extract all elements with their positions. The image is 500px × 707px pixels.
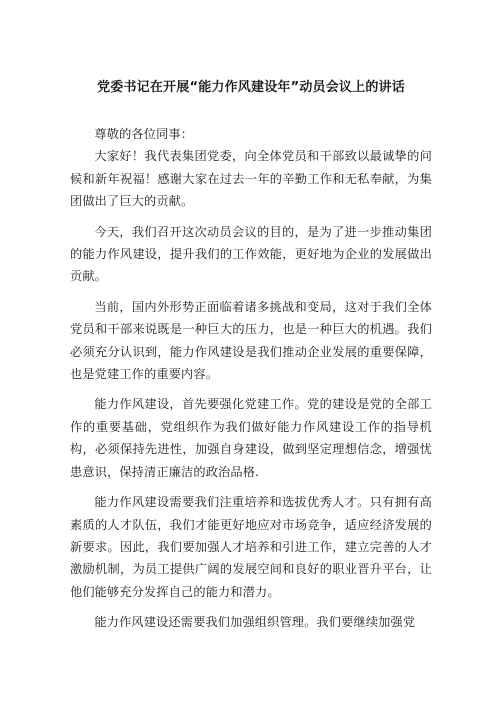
greeting-line: 尊敬的各位同事： xyxy=(94,127,194,141)
paragraph-3: 当前，国内外形势正面临着诸多挑战和变局，这对于我们全体党员和干部来说既是一种巨大的压力，也是一种巨大的机遇。我们必须充分认识到，能力作风建设是我们推动企业发展的重要保障，也是党建工作的重要内容。 xyxy=(70,299,432,382)
paragraph-1: 大家好！我代表集团党委，向全体党员和干部致以最诚挚的问候和新年祝福！感谢大家在过去一年的辛勤工作和无私奉献，为集团做出了巨大的贡献。 xyxy=(70,149,432,209)
paragraph-6: 能力作风建设还需要我们加强组织管理。我们要继续加强党 xyxy=(94,615,416,630)
document-body xyxy=(70,123,432,634)
paragraph-4: 能力作风建设，首先要强化党建工作。党的建设是党的全部工作的重要基础，党组织作为我们做好能力作风建设工作的指导机构，必须保持先进性，加强自身建设，做到坚定理想信念，增强忧患意识，保持清正廉洁的政治品格. xyxy=(70,397,432,479)
document-title: 党委书记在开展“能力作风建设年”动员会议上的讲话 xyxy=(97,80,405,95)
paragraph-2: 今天，我们召开这次动员会议的目的，是为了进一步推动集团的能力作风建设，提升我们的工作效能，更好地为企业的发展做出贡献。 xyxy=(70,224,432,284)
paragraph-5: 能力作风建设需要我们注重培养和选拔优秀人才。只有拥有高素质的人才队伍，我们才能更好地应对市场竞争，适应经济发展的新要求。因此，我们要加强人才培养和引进工作，建立完善的人才激励机制，为员工提供广阔的发展空间和良好的职业晋升平台，让他们能够充分发挥自己的能力和潜力。 xyxy=(70,495,432,599)
